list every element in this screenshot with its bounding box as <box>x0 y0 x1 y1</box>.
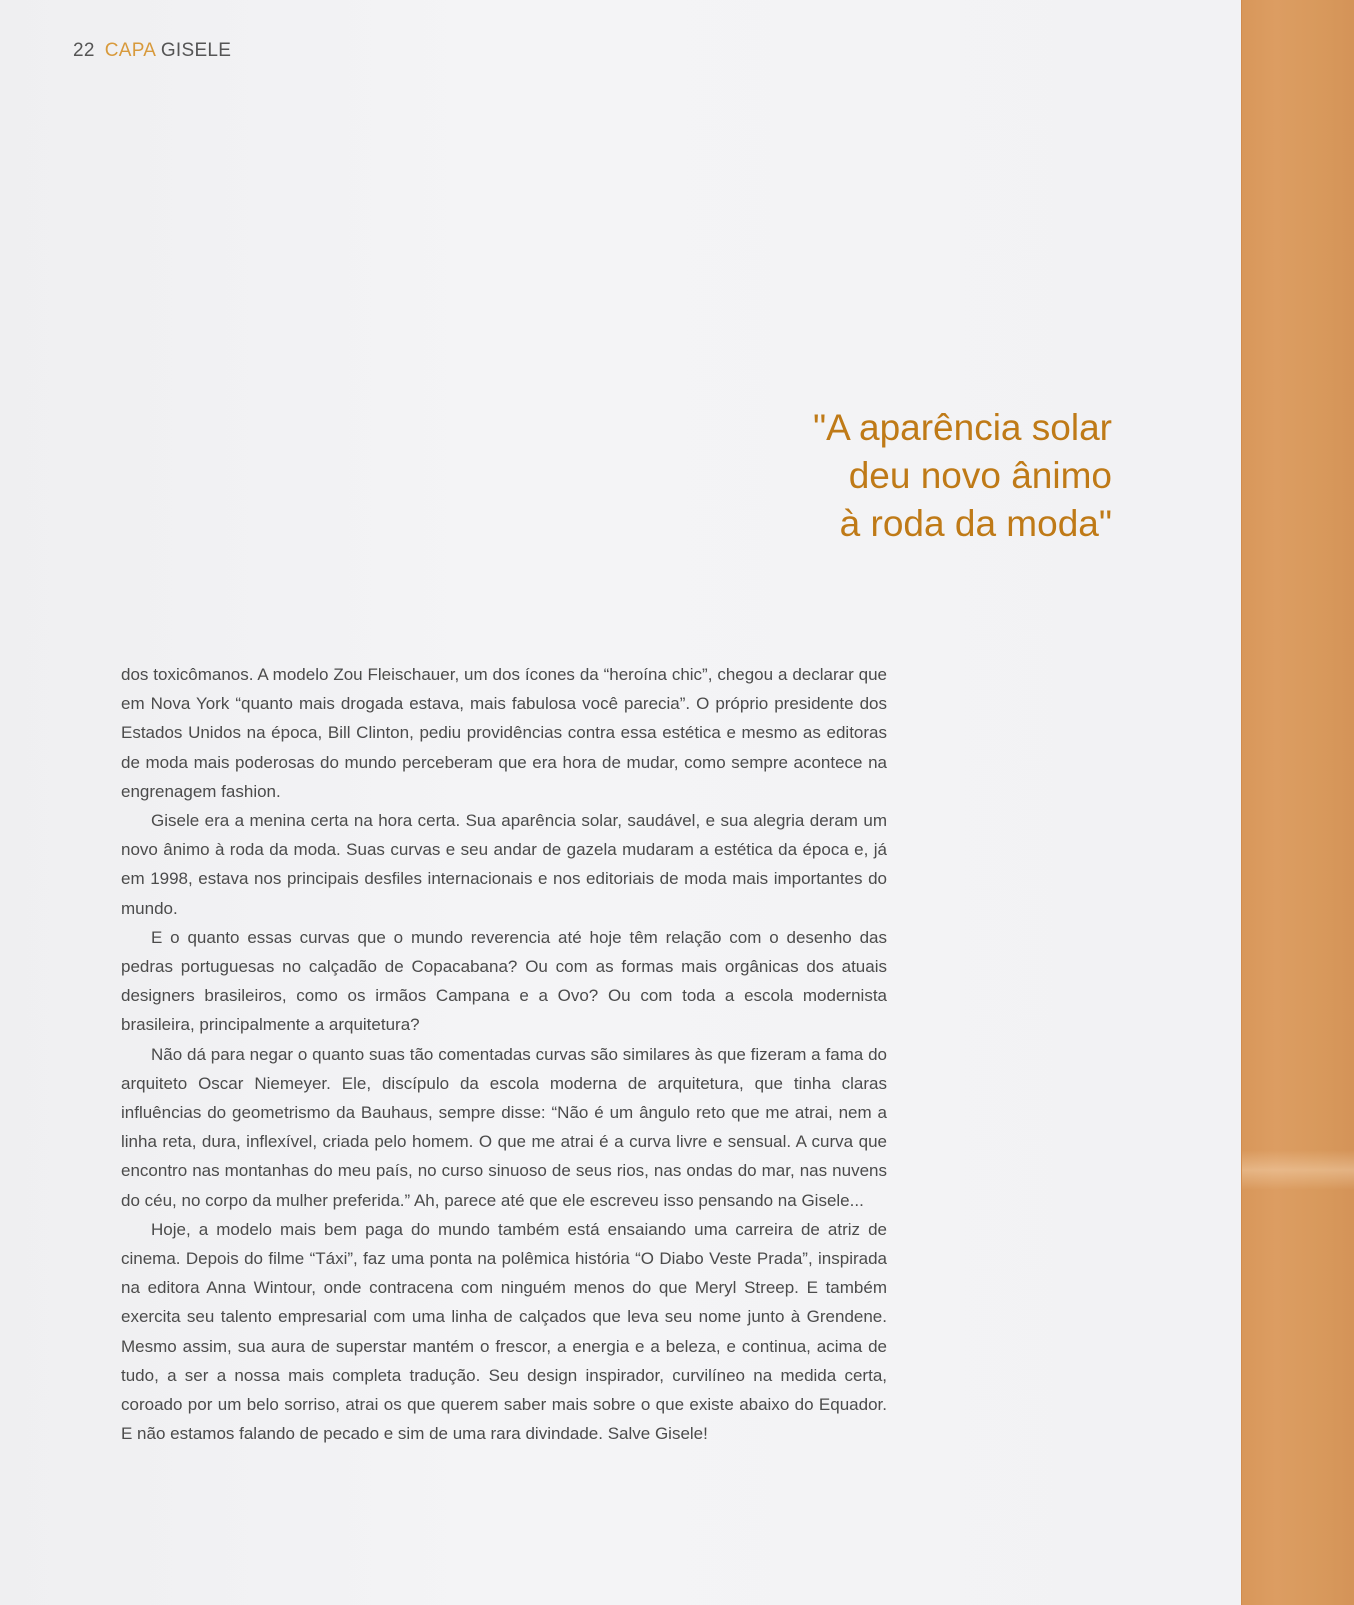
article-paragraph: Gisele era a menina certa na hora certa. Sua aparência solar, saudável, e sua alegria deram um novo ânimo à roda da moda. Suas curvas e seu andar de gazela mudaram a estética da época e, já em 1998, estava nos principais desfiles internacionais e nos editoriais de moda mais importantes do mundo. <box>121 811 887 918</box>
article-paragraph: dos toxicômanos. A modelo Zou Fleischauer, um dos ícones da “heroína chic”, chegou a declarar que em Nova York “quanto mais drogada estava, mais fabulosa você parecia”. O próprio presidente dos Estados Unidos na época, Bill Clinton, pediu providências contra essa estética e mesmo as editoras de moda mais poderosas do mundo perceberam que era hora de mudar, como sempre acontece na engrenagem fashion. <box>121 665 887 801</box>
pull-quote-line: deu novo ânimo <box>848 455 1112 496</box>
article-paragraph: E o quanto essas curvas que o mundo reverencia até hoje têm relação com o desenho das pedras portuguesas no calçadão de Copacabana? Ou com as formas mais orgânicas dos atuais designers brasileiros, como os irmãos Campana e a Ovo? Ou com toda a escola modernista brasileira, principalmente a arquitetura? <box>121 927 887 1035</box>
page-number: 22 <box>73 40 95 61</box>
pull-quote-line: "A aparência solar <box>812 407 1112 448</box>
running-head <box>73 40 231 62</box>
pull-quote-line: à roda da moda" <box>839 503 1112 544</box>
pull-quote <box>700 404 1112 548</box>
side-band-highlight <box>1242 1150 1354 1190</box>
article-paragraph: Não dá para negar o quanto suas tão comentadas curvas são similares às que fizeram a fama do arquiteto Oscar Niemeyer. Ele, discípulo da escola moderna de arquitetura, que tinha claras influências do geometrismo da Bauhaus, sempre disse: “Não é um ângulo reto que me atrai, nem a linha reta, dura, inflexível, criada pelo homem. O que me atrai é a curva livre e sensual. A curva que encontro nas montanhas do meu país, no curso sinuoso de seus rios, nas ondas do mar, nas nuvens do céu, no corpo da mulher preferida.” Ah, parece até que ele escreveu isso pensando na Gisele... <box>121 1044 887 1210</box>
orange-side-band <box>1241 0 1354 1605</box>
article-body <box>121 660 887 1448</box>
article-paragraph: Hoje, a modelo mais bem paga do mundo também está ensaiando uma carreira de atriz de cinema. Depois do filme “Táxi”, faz uma ponta na polêmica história “O Diabo Veste Prada”, inspirada na editora Anna Wintour, onde contracena com ninguém menos do que Meryl Streep. E também exercita seu talento empresarial com uma linha de calçados que leva seu nome junto à Grendene. Mesmo assim, sua aura de superstar mantém o frescor, a energia e a beleza, e continua, acima de tudo, a ser a nossa mais completa tradução. Seu design inspirador, curvilíneo na medida certa, coroado por um belo sorriso, atrai os que querem saber mais sobre o que existe abaixo do Equador. E não estamos falando de pecado e sim de uma rara divindade. Salve Gisele! <box>121 1219 887 1444</box>
topic-label: GISELE <box>160 40 232 61</box>
section-label: CAPA <box>104 40 156 61</box>
